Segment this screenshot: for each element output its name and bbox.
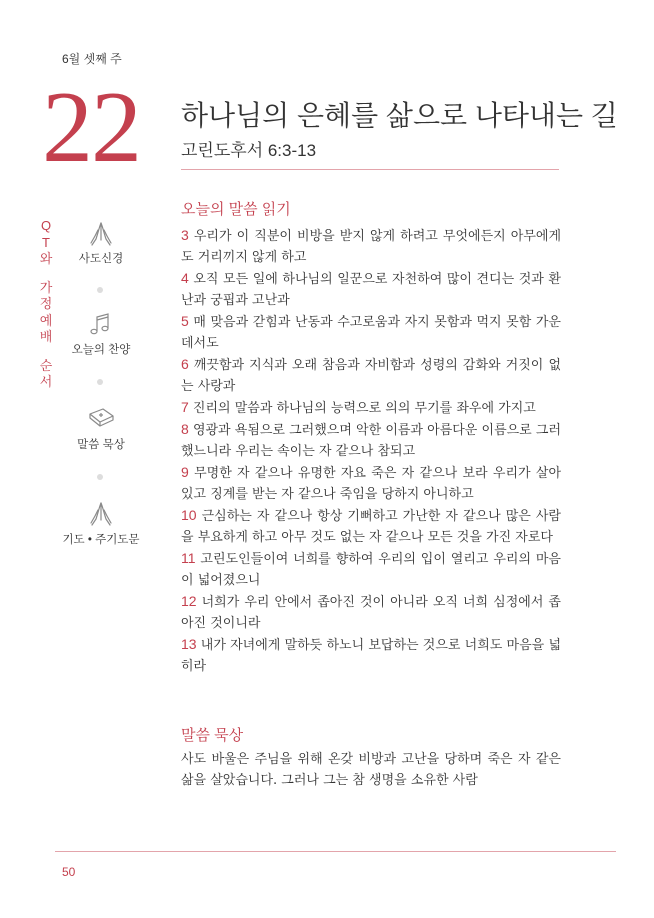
verse-text: 고린도인들이여 너희를 향하여 우리의 입이 열리고 우리의 마음이 넓어졌으니 (181, 552, 561, 588)
verse (181, 311, 561, 354)
verse-list (181, 225, 561, 677)
verse (181, 397, 561, 419)
page-number: 50 (62, 865, 76, 879)
reading-heading: 오늘의 말씀 읽기 (181, 201, 291, 218)
verse (181, 634, 561, 677)
verse-text: 근심하는 자 같으나 항상 기뻐하고 가난한 자 같으나 많은 사람을 부요하게 하고 아무 것도 없는 자 같으나 모든 것을 가진 자로다 (181, 509, 561, 545)
scripture-reference: 고린도후서 6:3-13 (181, 141, 317, 160)
vertical-char: 예 (39, 312, 53, 328)
verse-text: 내가 자녀에게 말하듯 하노니 보답하는 것으로 너희도 마음을 넓히라 (181, 638, 561, 674)
verse-number: 8 (181, 421, 189, 437)
page-title: 하나님의 은혜를 삶으로 나타내는 길 (181, 100, 618, 131)
verse-text: 우리가 이 직분이 비방을 받지 않게 하려고 무엇에든지 아무에게도 거리끼지 않게 하고 (181, 229, 561, 265)
vertical-char: T (42, 234, 50, 250)
verse-number: 3 (181, 227, 189, 243)
day-number: 22 (42, 71, 140, 184)
meditation-heading: 말씀 묵상 (181, 727, 244, 744)
verse (181, 419, 561, 462)
verse-text: 깨끗함과 지식과 오래 참음과 자비함과 성령의 감화와 거짓이 없는 사랑과 (181, 358, 561, 394)
verse-number: 9 (181, 464, 189, 480)
qt-order-vertical-label (36, 218, 56, 391)
verse-number: 11 (181, 550, 196, 566)
verse (181, 268, 561, 311)
header-divider (181, 169, 559, 170)
verse (181, 548, 561, 591)
verse-number: 4 (181, 270, 189, 286)
verse-number: 7 (181, 399, 189, 415)
vertical-char: 배 (39, 329, 53, 344)
verse (181, 591, 561, 634)
vertical-char: 서 (39, 374, 53, 389)
sidebar-separator-dot (97, 379, 103, 385)
meditation-text: 사도 바울은 주님을 위해 온갖 비방과 고난을 당하며 죽은 자 같은 삶을 살았습니다. 그러나 그는 참 생명을 소유한 사람 (181, 752, 561, 788)
verse-number: 13 (181, 636, 197, 652)
verse-text: 진리의 말씀과 하나님의 능력으로 의의 무기를 좌우에 가지고 (188, 401, 536, 416)
vertical-char: 정 (39, 296, 53, 311)
verse-text: 무명한 자 같으나 유명한 자요 죽은 자 같으나 보라 우리가 살아 있고 징계를 받는 자 같으나 죽임을 당하지 아니하고 (181, 466, 561, 502)
vertical-char: 순 (39, 357, 53, 373)
verse-number: 5 (181, 313, 189, 329)
week-label: 6월 셋째 주 (62, 52, 122, 66)
verse-text: 오직 모든 일에 하나님의 일꾼으로 자천하여 많이 견디는 것과 환난과 궁핍과 고난과 (181, 272, 561, 308)
verse (181, 225, 561, 268)
verse-number: 10 (181, 507, 197, 523)
verse-number: 12 (181, 593, 197, 609)
vertical-char: 가 (39, 279, 53, 295)
verse (181, 354, 561, 397)
verse-text: 영광과 욕됨으로 그러했으며 악한 이름과 아름다운 이름으로 그러했느니라 우리는 속이는 자 같으나 참되고 (181, 423, 561, 459)
verse-number: 6 (181, 356, 189, 372)
vertical-char: 와 (39, 251, 53, 266)
footer-divider (55, 851, 616, 852)
sidebar-item-label: 사도신경 (78, 253, 124, 265)
praying-hands-icon (86, 219, 116, 249)
sidebar-separator-dot (97, 287, 103, 293)
sidebar-item-label: 기도 • 주기도문 (62, 534, 140, 546)
sidebar-item-label: 오늘의 찬양 (71, 344, 131, 356)
praying-hands-icon (86, 499, 116, 529)
verse-text: 매 맞음과 갇힘과 난동과 수고로움과 자지 못함과 먹지 못함 가운데서도 (181, 315, 561, 351)
verse-text: 너희가 우리 안에서 좁아진 것이 아니라 오직 너희 심정에서 좁아진 것이니라 (181, 595, 561, 631)
vertical-char: Q (40, 218, 52, 233)
verse (181, 505, 561, 548)
bible-icon (86, 404, 116, 434)
sidebar-item-label: 말씀 묵상 (77, 439, 125, 451)
music-note-icon (86, 309, 116, 339)
verse (181, 462, 561, 505)
sidebar-separator-dot (97, 474, 103, 480)
